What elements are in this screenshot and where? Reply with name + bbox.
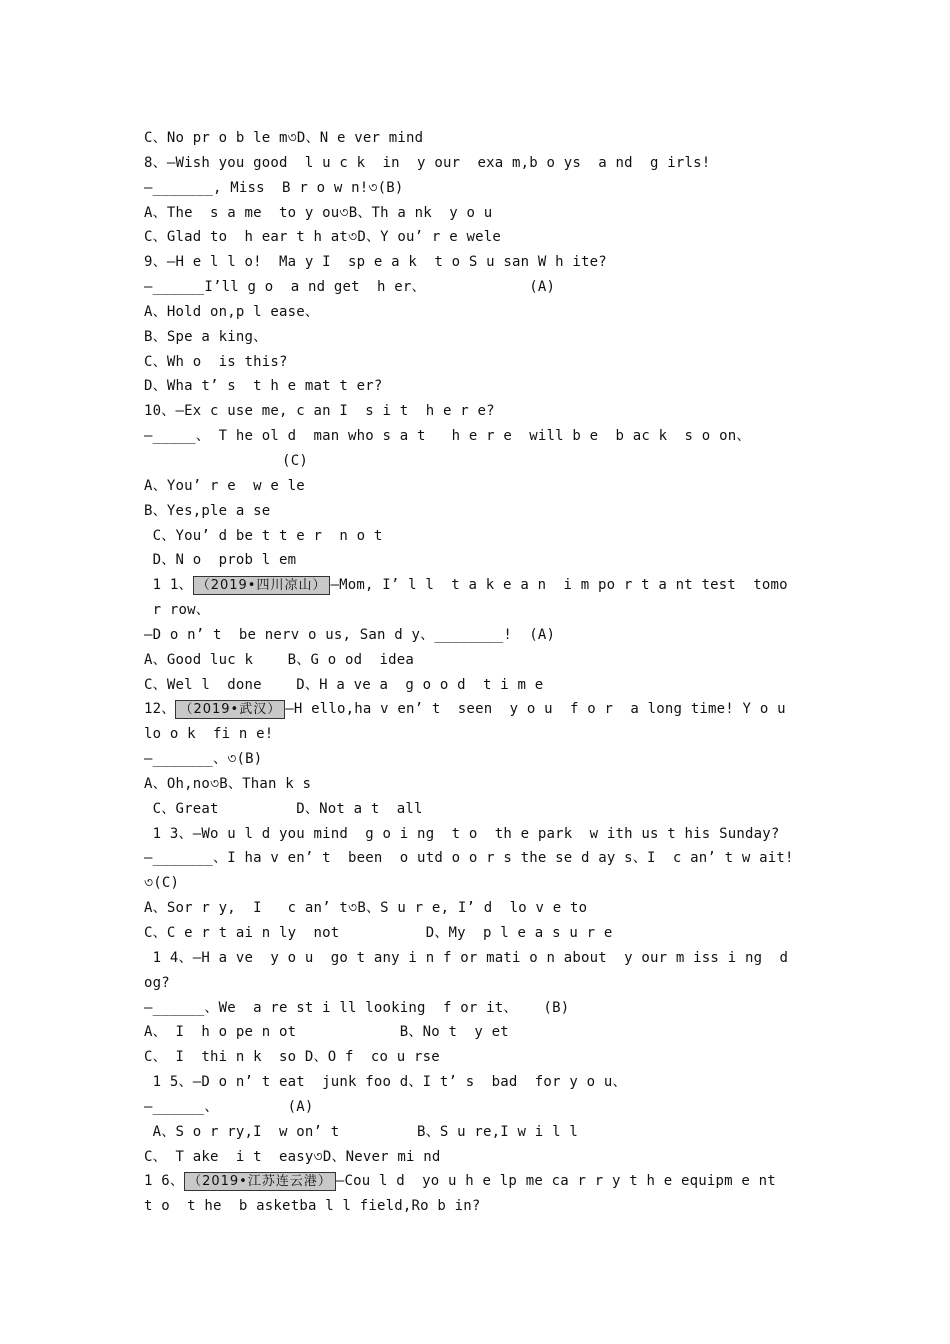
line-text: B、Spe a king、 xyxy=(144,328,268,345)
source-tag: （2019•江苏连云港） xyxy=(184,1172,336,1191)
line-text: 1 4、—H a ve y o u go t any i n f or mati o n about y our m iss i ng d xyxy=(144,949,789,966)
line-text: t o t he b asketba l l field,Ro b in? xyxy=(144,1198,481,1215)
line-text: —_______、I ha v en’ t been o utd o o r s the se d ay s、I c an’ t w ait! xyxy=(144,850,794,867)
text-line xyxy=(144,1169,824,1194)
text-line xyxy=(144,1194,824,1219)
text-line xyxy=(144,1095,824,1120)
text-line xyxy=(144,747,824,772)
text-line xyxy=(144,325,824,350)
line-text: B、Yes,ple a se xyxy=(144,502,271,519)
line-text: D、N o prob l em xyxy=(144,552,297,569)
text-line xyxy=(144,996,824,1021)
line-text: 1 3、—Wo u l d you mind g o i ng t o th e park w ith us t his Sunday? xyxy=(144,825,780,842)
line-text: C、Great D、Not a t all xyxy=(144,800,423,817)
line-text: 9、—H e l l o! Ma y I sp e a k t o S u san W h ite? xyxy=(144,254,607,271)
text-line xyxy=(144,275,824,300)
line-text: (C) xyxy=(144,452,308,469)
line-text: A、Sor r y, I c an’ t৩B、S u r e, I’ d lo v e to xyxy=(144,900,588,917)
text-line xyxy=(144,300,824,325)
text-line xyxy=(144,1045,824,1070)
text-line xyxy=(144,772,824,797)
text-line xyxy=(144,225,824,250)
text-line xyxy=(144,1070,824,1095)
text-line xyxy=(144,822,824,847)
text-line xyxy=(144,399,824,424)
line-text: A、 I h o pe n ot B、No t y et xyxy=(144,1024,509,1041)
line-text: —______、We a re st i ll looking f or it、 (B) xyxy=(144,999,570,1016)
text-line xyxy=(144,1020,824,1045)
line-text: C、Wh o is this? xyxy=(144,353,288,370)
line-text: lo o k fi n e! xyxy=(144,726,274,743)
text-line xyxy=(144,548,824,573)
text-line xyxy=(144,449,824,474)
text-line xyxy=(144,350,824,375)
line-text: A、S o r ry,I w on’ t B、S u re,I w i l l xyxy=(144,1123,578,1140)
line-text: —_____、 T he ol d man who s a t h e r e will b e b ac k s o on、 xyxy=(144,428,751,445)
text-line xyxy=(144,176,824,201)
text-line xyxy=(144,424,824,449)
text-line xyxy=(144,126,824,151)
line-text: 8、—Wish you good l u c k in y our exa m,b o ys a nd g irls! xyxy=(144,154,711,171)
line-text: —_______, Miss B r o w n!৩(B) xyxy=(144,179,404,196)
text-line xyxy=(144,499,824,524)
line-text: —_______、৩(B) xyxy=(144,751,263,768)
line-text: og? xyxy=(144,974,170,991)
line-text: 1 6、 xyxy=(144,1173,185,1190)
line-text: D、Wha t’ s t h e mat t er? xyxy=(144,378,383,395)
line-text: A、The s a me to y ou৩B、Th a nk y o u xyxy=(144,204,493,221)
line-text: —______I’ll g o a nd get h er、 (A) xyxy=(144,279,556,296)
text-line xyxy=(144,871,824,896)
text-line xyxy=(144,648,824,673)
text-line xyxy=(144,623,824,648)
text-line xyxy=(144,573,824,598)
text-line xyxy=(144,151,824,176)
text-line xyxy=(144,1145,824,1170)
text-line xyxy=(144,946,824,971)
line-text: —______、 (A) xyxy=(144,1098,314,1115)
line-text: C、 I thi n k so D、O f co u rse xyxy=(144,1049,440,1066)
text-line xyxy=(144,722,824,747)
line-text: 1 5、—D o n’ t eat junk foo d、I t’ s bad for y o u、 xyxy=(144,1074,627,1091)
text-line xyxy=(144,374,824,399)
text-line xyxy=(144,673,824,698)
text-line xyxy=(144,697,824,722)
line-text-continued: —Mom, I’ l l t a k e a n i m po r t a nt test tomo xyxy=(330,577,788,594)
text-line xyxy=(144,1120,824,1145)
line-text: A、Hold on,p l ease、 xyxy=(144,303,320,320)
line-text: A、You’ r e w e le xyxy=(144,477,305,494)
line-text: r row、 xyxy=(144,602,210,619)
line-text: —D o n’ t be nerv o us, San d y、________! (A) xyxy=(144,626,556,643)
document-page xyxy=(144,126,824,1219)
text-line xyxy=(144,524,824,549)
line-text: A、Oh,no৩B、Than k s xyxy=(144,775,312,792)
text-line xyxy=(144,598,824,623)
source-tag: （2019•武汉） xyxy=(175,700,285,719)
line-text: C、 T ake i t easy৩D、Never mi nd xyxy=(144,1148,441,1165)
line-text: C、Glad to h ear t h at৩D、Y ou’ r e wele xyxy=(144,229,501,246)
text-line xyxy=(144,846,824,871)
line-text: 1 1、 xyxy=(144,577,193,594)
line-text: A、Good luc k B、G o od idea xyxy=(144,651,415,668)
text-line xyxy=(144,201,824,226)
text-line xyxy=(144,971,824,996)
text-line xyxy=(144,896,824,921)
line-text: C、C e r t ai n ly not D、My p l e a s u r e xyxy=(144,925,613,941)
text-line xyxy=(144,921,824,946)
line-text: 10、—Ex c use me, c an I s i t h e r e? xyxy=(144,403,495,420)
line-text: C、No pr o b le m৩D、N e ver mind xyxy=(144,130,424,146)
source-tag: （2019•四川凉山） xyxy=(193,576,331,595)
line-text: C、Wel l done D、H a ve a g o o d t i m e xyxy=(144,676,544,693)
text-line xyxy=(144,250,824,275)
line-text-continued: —Cou l d yo u h e lp me ca r r y t h e equipm e nt xyxy=(335,1173,776,1190)
line-text: ৩(C) xyxy=(144,875,180,892)
line-text-continued: —H ello,ha v en’ t seen y o u f o r a long time! Y o u xyxy=(285,701,786,718)
line-text: 12、 xyxy=(144,701,176,718)
text-line xyxy=(144,474,824,499)
line-text: C、You’ d be t t e r n o t xyxy=(144,527,383,544)
text-line xyxy=(144,797,824,822)
